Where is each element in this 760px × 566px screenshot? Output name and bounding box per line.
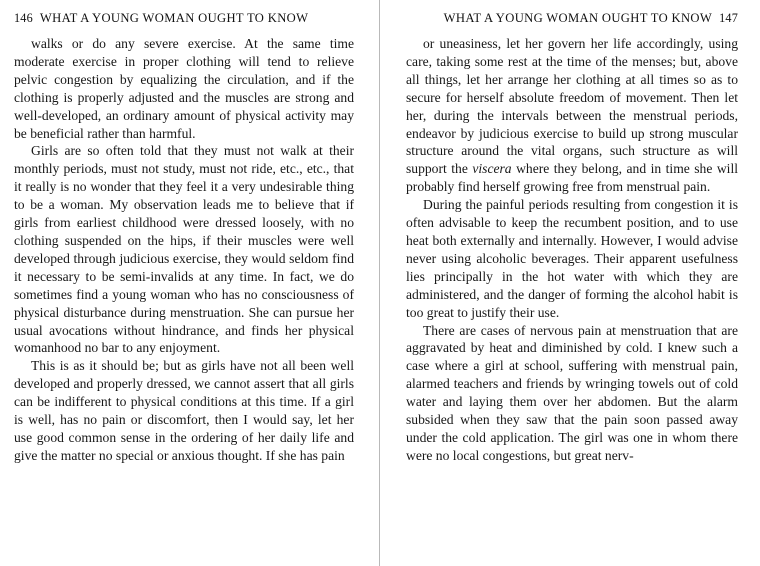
right-header-title: WHAT A YOUNG WOMAN OUGHT TO KNOW — [443, 11, 713, 25]
paragraph-text-pre: or uneasiness, let her govern her life accordingly, using care, taking some rest at the time of the menses; but, above all things, let her arrange her clothing at all times so as to secure for herself absolute freedom of movement. Then let her, during the intervals between the menstrual periods, endeavor by judicious exercise to build up strong muscular structure around the vital organs, such structure as will support the — [406, 36, 738, 177]
paragraph-text-post: where they belong, and in time she will probably find herself growing free from menstrual pain. — [406, 161, 739, 195]
paragraph — [406, 35, 738, 196]
right-page-text — [406, 35, 738, 465]
paragraph: walks or do any severe exercise. At the same time moderate exercise in proper clothing will tend to relieve pelvic congestion by equalizing the circulation, and if the clothing is properly adjusted and the muscles are strong and well-developed, an ordinary amount of physical activity may be beneficial rather than harmful. — [14, 36, 354, 141]
left-page-text — [14, 35, 354, 465]
paragraph: Girls are so often told that they must not walk at their monthly periods, must not study, must not ride, etc., etc., that it really is no wonder that they feel it a very undesirable thing to be a woman. My observation leads me to believe that if girls from earliest childhood were dressed loosely, with no clothing suspended on the hips, if their muscles were well developed through judicious exercise, they would seldom find it necessary to be semi-invalids at any time. In fact, we do sometimes find a young woman who has no consciousness of physical disturbance during menstruation. She can pursue her usual avocations without hindrance, and finds her physical womanhood no bar to any enjoyment. — [14, 143, 354, 356]
left-running-head — [14, 11, 354, 26]
paragraph-text-pre: There are cases of nervous pain at menstruation that are aggravated by heat and diminished by cold. I knew such a case where a girl at school, suffering with menstrual pain, alarmed teachers and friends by wringing towels out of cold water and laying them over her abdomen. But the alarm subsided when they saw that the pain soon passed away under the cold application. The girl was one in whom there were no local congestions, but great nerv- — [406, 322, 738, 463]
paragraph — [406, 322, 738, 465]
left-page-number: 146 — [14, 11, 33, 25]
paragraph: This is as it should be; but as girls have not all been well developed and properly dressed, we cannot assert that all girls can be indifferent to physical conditions at this time. If a girl is well, has no pain or discomfort, then I would say, let her use good common sense in the ordering of her daily life and give the matter no special or anxious thought. If she has pain — [14, 358, 354, 463]
right-page — [380, 0, 760, 566]
right-running-head — [406, 11, 738, 26]
paragraph-text-pre: During the painful periods resulting from congestion it is often advisable to keep the recumbent position, and to use heat both externally and internally. However, I would advise never using alcoholic beverages. Their apparent usefulness lies principally in the hot water with which they are administered, and the danger of forming the alcohol habit is too great to justify their use. — [406, 197, 738, 320]
paragraph — [406, 196, 738, 321]
left-header-title: WHAT A YOUNG WOMAN OUGHT TO KNOW — [39, 11, 309, 25]
italic-term: viscera — [472, 161, 512, 177]
right-page-number: 147 — [719, 11, 738, 25]
